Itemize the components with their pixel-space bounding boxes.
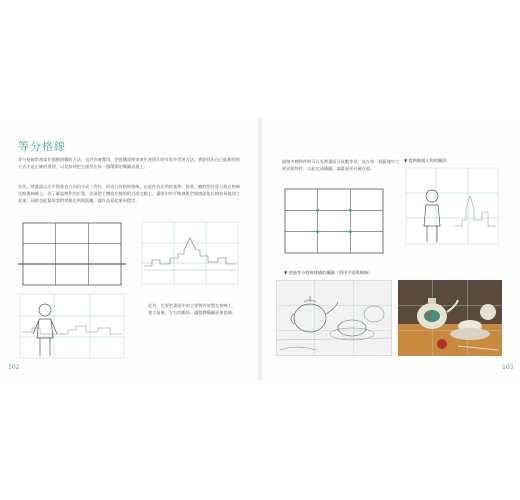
caption-paragraph: 此外，也要把畫面中的主要物件放置在格線上，建立前後、左右的關係，讓整體構圖更加協調。: [148, 303, 236, 315]
teapot-color-painting: [398, 280, 502, 356]
cityscape-sketch: [140, 220, 240, 286]
boy-sketch: [18, 292, 126, 360]
intro-paragraph: 等分格線常被當作描繪建構的方法，也許你會覺得，把建構原理拿來生產照片時有很多學習方法，實際找出自己能夠用的方式才是正確的道理，以及如何把它運用在每一個環節的構圖表現上。: [18, 157, 240, 169]
teapot-pencil-sketch: [276, 280, 392, 356]
caption-top: ▼ 當格線與人物的關係。: [404, 158, 451, 163]
grid-figure-dots: [282, 186, 386, 256]
caption-bottom: ▼ 透過等分格線建構的構圖（利用平面與線條）: [284, 270, 373, 275]
body-paragraph: 首先，將畫面以水平與垂直方向切分成三等份，形成九宮格的格線，以此作為比例的基準。接著，隨時把注意力放在格線交點與線條上，為了確認物件的位置，必須把主體放在線的附近或交點上，畫面中的平衡感與空間感就能比較容易地建立起來；同時也能幫助我們掌握比例與距離，讓作品看起來更穩定。: [18, 184, 240, 203]
page-gutter: [258, 118, 262, 380]
right-paragraph: 描繪多種物件時可以先將畫面分成數等份，並在每一個區塊中大致安排物件，以此完成構圖，讓畫面更具層次感。: [282, 159, 400, 171]
section-heading: 等分格線: [18, 140, 66, 153]
page-number-right: 103: [502, 364, 514, 371]
page-number-left: 102: [8, 364, 20, 371]
grid-figure-empty: [18, 220, 126, 288]
boy-grid-figure: [404, 166, 500, 246]
